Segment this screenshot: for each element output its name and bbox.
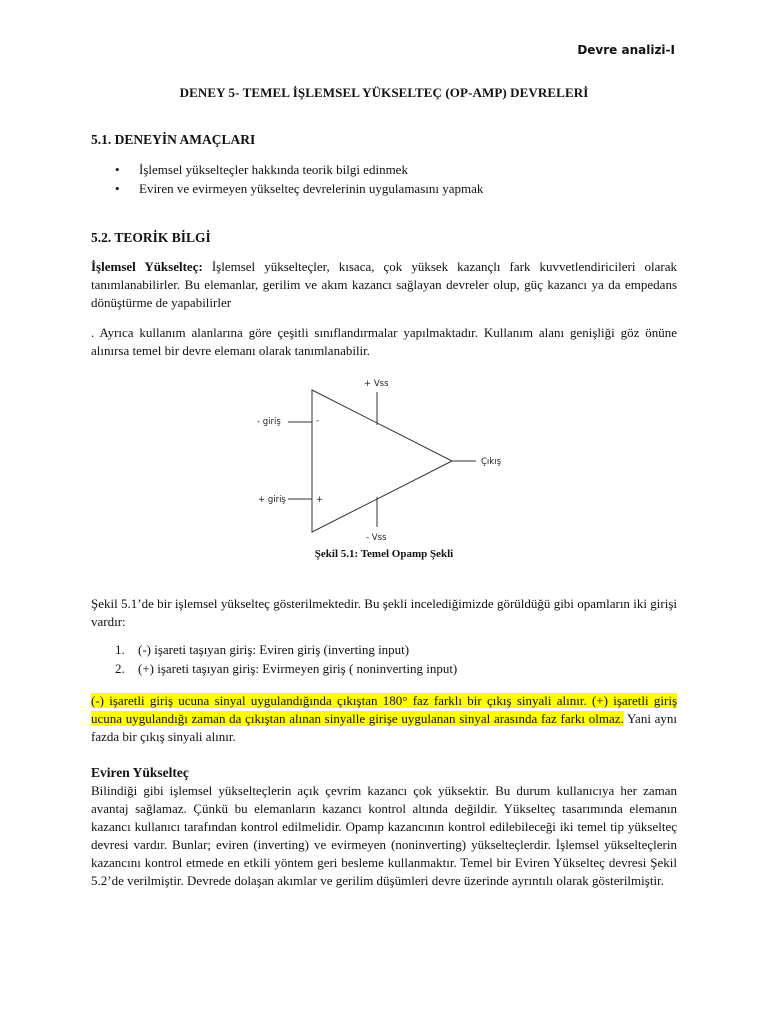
list-item: • Eviren ve evirmeyen yükselteç devrelerinin uygulamasını yapmak <box>115 180 483 199</box>
list-number: 2. <box>115 661 125 676</box>
list-item <box>115 641 457 660</box>
paragraph-definition <box>91 258 677 312</box>
list-text: (+) işareti taşıyan giriş: Evirmeyen giriş ( noninverting input) <box>138 661 458 676</box>
list-item: • İşlemsel yükselteçler hakkında teorik bilgi edinmek <box>115 161 483 180</box>
term-opamp: İşlemsel Yükselteç: <box>91 259 203 274</box>
inputs-list <box>115 641 457 679</box>
highlighted-text: (-) işaretli giriş ucuna sinyal uygulandığında çıkıştan 180° faz farklı bir çıkış sinyali alınır. (+) işaretli giriş ucuna uygulandığı zaman da çıkıştan alınan sinyalle girişe uygulanan sinyal arasında faz farkı olmaz. <box>91 693 677 726</box>
figure-caption: Şekil 5.1: Temel Opamp Şekli <box>314 548 454 560</box>
plus-input-label: + giriş <box>258 495 286 505</box>
phase-rest-text: Yani aynı fazda bir çıkış sinyali alınır. <box>91 711 677 744</box>
opamp-triangle <box>312 390 452 532</box>
list-item <box>115 660 457 679</box>
plus-sign: + <box>316 495 324 505</box>
vss-plus-label: + Vss <box>364 379 389 389</box>
subheading-eviren: Eviren Yükselteç <box>91 765 189 780</box>
section-heading-objectives: 5.1. DENEYİN AMAÇLARI <box>91 132 256 147</box>
paragraph-inputs-intro: Şekil 5.1’de bir işlemsel yükselteç gösterilmektedir. Bu şekli incelediğimizde görüldüğü gibi opamların iki girişi vardır: <box>91 596 677 629</box>
list-number: 1. <box>115 642 125 657</box>
minus-sign: - <box>316 416 320 426</box>
list-text: (-) işareti taşıyan giriş: Eviren giriş (inverting input) <box>138 642 410 657</box>
objectives-list <box>115 161 483 199</box>
definition-text: İşlemsel yükselteçler, kısaca, çok yüksek kazançlı fark kuvvetlendiricileri olarak tanımlanabilirler. Bu elemanlar, gerilim ve akım kazancı sağlayan devreler olup, güç kazancı ya da empedans dönüştürme de yapabilirler <box>91 259 677 310</box>
paragraph-usage: . Ayrıca kullanım alanlarına göre çeşitli sınıflandırmalar yapılmaktadır. Kullanım alanı genişliği göz önüne alınırsa temel bir devre elemanı olarak tanımlanabilir. <box>91 325 677 358</box>
section-heading-theory: 5.2. TEORİK BİLGİ <box>91 230 211 245</box>
running-header: Devre analizi-I <box>577 43 675 57</box>
paragraph-eviren: Bilindiği gibi işlemsel yükselteçlerin açık çevrim kazancı çok yüksektir. Bu durum kullanıcıya her zaman avantaj sağlamaz. Çünkü bu elemanların kazancı kontrol altında değildir. Yükselteç tasarımında elemanın kazancı kullanıcı tarafından kontrol edilmelidir. Opamp kazancının kontrol edilebileceği iki temel tip yükselteç devresi vardır. Bunlar; eviren (inverting) ve evirmeyen (noninverting) yükselteçlerdir. İşlemsel yükselteçlerin kazancını kontrol etmede en etkili yöntem geri besleme kullanmaktır. Temel bir Eviren Yükselteç devresi Şekil 5.2’de verilmiştir. Devrede dolaşan akımlar ve gerilim düşümleri devre üzerinde ayrıntılı olarak gösterilmiştir. <box>91 783 677 888</box>
minus-input-label: - giriş <box>257 417 281 427</box>
opamp-figure <box>250 372 520 544</box>
paragraph-phase <box>91 692 677 746</box>
vss-minus-label: - Vss <box>366 533 387 543</box>
output-label: Çıkış <box>481 457 502 467</box>
document-title: DENEY 5- TEMEL İŞLEMSEL YÜKSELTEÇ (OP-AMP) DEVRELERİ <box>179 85 589 100</box>
